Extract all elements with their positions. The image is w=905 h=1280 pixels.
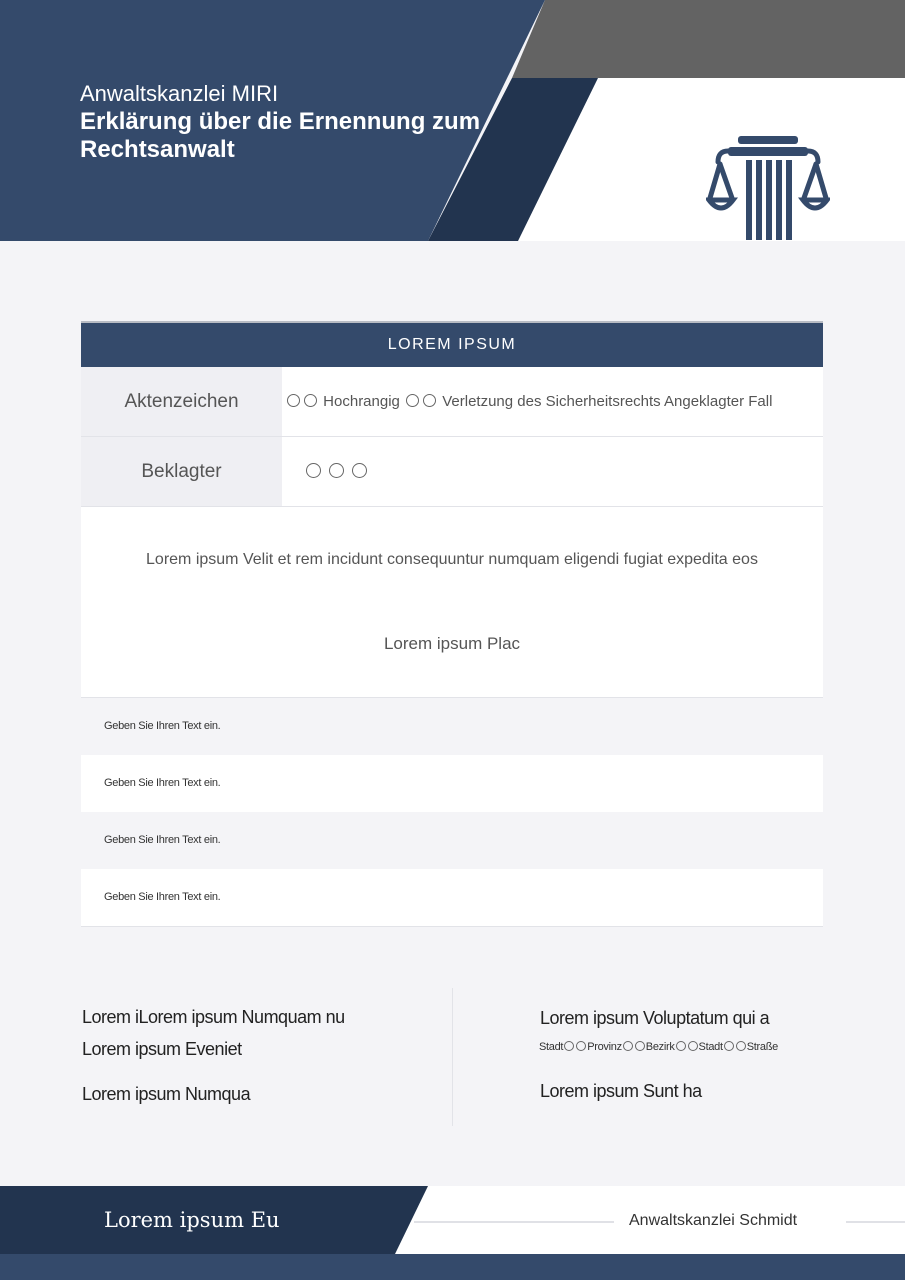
bottom-left-line: Lorem iLorem ipsum Numquam nu: [82, 1007, 345, 1027]
description-block: [81, 507, 823, 698]
radio-circle[interactable]: [564, 1041, 574, 1051]
radio-circle[interactable]: [406, 394, 419, 407]
document-title: Erklärung über die Ernennung zum Rechtsanwalt: [80, 108, 481, 163]
text-input-row[interactable]: Geben Sie Ihren Text ein.: [81, 698, 823, 755]
radio-circle[interactable]: [329, 463, 344, 478]
text-input-row[interactable]: Geben Sie Ihren Text ein.: [81, 812, 823, 869]
description-line: Lorem ipsum Plac: [383, 634, 521, 653]
address-part: Stadt: [539, 1041, 564, 1053]
radio-circle[interactable]: [576, 1041, 586, 1051]
row-value: [282, 437, 823, 506]
row-value: [282, 367, 823, 436]
radio-circle[interactable]: [306, 463, 321, 478]
radio-circle[interactable]: [635, 1041, 645, 1051]
footer-left-text: Lorem ipsum Eu: [104, 1208, 280, 1232]
bottom-left-line: Lorem ipsum Numqua: [82, 1084, 251, 1104]
description-line: Lorem ipsum Velit et rem incidunt consequuntur numquam eligendi fugiat expedita eos: [146, 551, 758, 568]
radio-circle[interactable]: [736, 1041, 746, 1051]
footer-firm-name: Anwaltskanzlei Schmidt: [629, 1212, 798, 1229]
address-part: Bezirk: [645, 1041, 675, 1053]
address-part: Provinz: [587, 1041, 622, 1053]
radio-circle[interactable]: [623, 1041, 633, 1051]
address-part: Straße: [746, 1041, 778, 1053]
radio-circle[interactable]: [688, 1041, 698, 1051]
table-heading: LOREM IPSUM: [81, 321, 823, 367]
justice-scale-pillar-icon: [706, 130, 830, 246]
radio-circle[interactable]: [724, 1041, 734, 1051]
address-part: Stadt: [698, 1041, 723, 1053]
info-table: [81, 321, 823, 927]
radio-circle[interactable]: [304, 394, 317, 407]
option-label: Verletzung des Sicherheitsrechts Angeklagter Fall: [442, 393, 773, 410]
header-text: [80, 80, 500, 164]
radio-circle[interactable]: [352, 463, 367, 478]
footer-banner: [0, 1186, 905, 1280]
table-row-aktenzeichen: [81, 367, 823, 437]
text-input-row[interactable]: Geben Sie Ihren Text ein.: [81, 755, 823, 812]
row-label: Beklagter: [81, 437, 282, 506]
text-input-row[interactable]: Geben Sie Ihren Text ein.: [81, 869, 823, 926]
firm-name: Anwaltskanzlei MIRI: [80, 81, 279, 106]
table-bottom-border: [81, 926, 823, 927]
radio-circle[interactable]: [676, 1041, 686, 1051]
bottom-left-line: Lorem ipsum Eveniet: [82, 1039, 242, 1059]
table-row-beklagter: [81, 437, 823, 507]
address-line: [539, 1041, 778, 1053]
radio-circle[interactable]: [423, 394, 436, 407]
radio-circle[interactable]: [287, 394, 300, 407]
bottom-right-line: Lorem ipsum Sunt ha: [540, 1081, 702, 1101]
row-label: Aktenzeichen: [81, 367, 282, 436]
bottom-right-title: Lorem ipsum Voluptatum qui a: [540, 1008, 770, 1028]
vertical-divider: [452, 988, 453, 1126]
option-label: Hochrangig: [323, 393, 400, 410]
